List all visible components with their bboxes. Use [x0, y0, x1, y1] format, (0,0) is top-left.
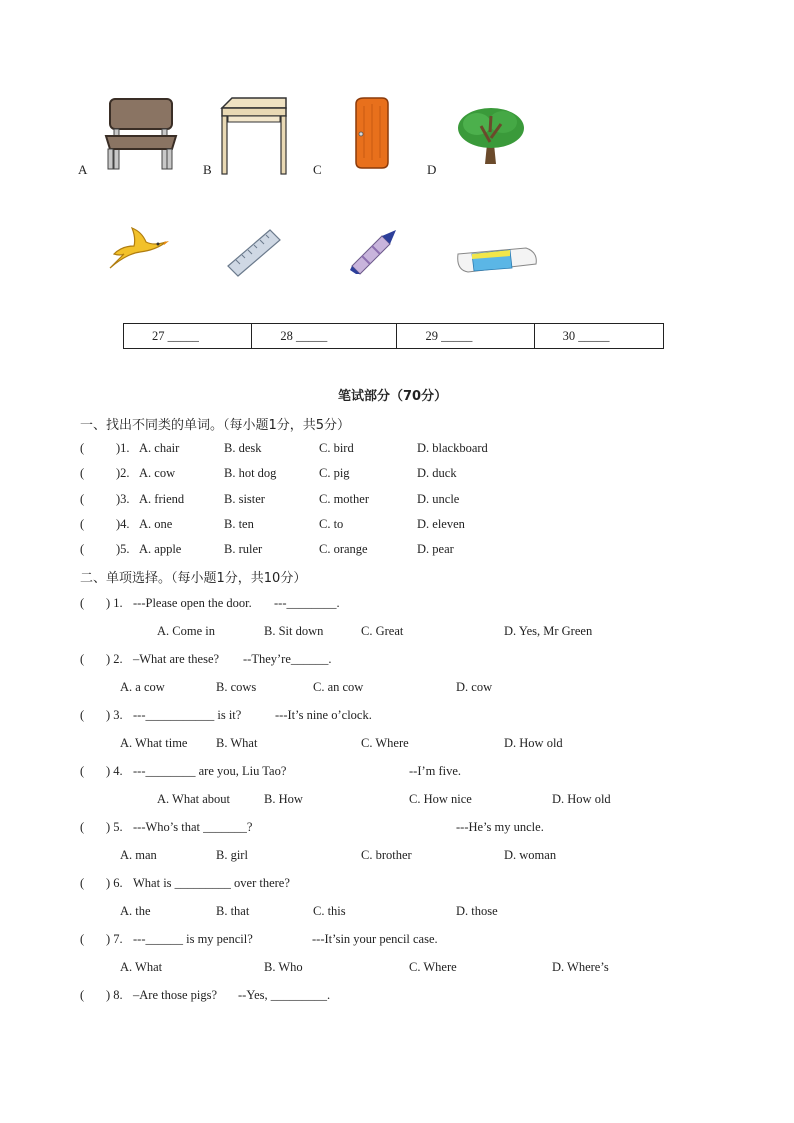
question-text: What is _________ over there? — [133, 876, 290, 890]
option-d: D. Where’s — [552, 960, 609, 974]
question-number: ) 7. — [106, 932, 123, 946]
response-text: --They’re______. — [243, 652, 332, 666]
question-text: ---Please open the door. — [133, 596, 252, 610]
option-a: A. a cow — [120, 680, 165, 694]
option-c: C. brother — [361, 848, 412, 862]
option-c: C. this — [313, 904, 346, 918]
question-text: –Are those pigs? — [133, 988, 218, 1002]
answer-bracket-open[interactable]: ( — [80, 876, 85, 890]
answer-table — [123, 323, 664, 349]
question-number: ) 6. — [106, 876, 123, 890]
option-a: A. cow — [139, 466, 176, 480]
answer-bracket-open[interactable]: ( — [80, 764, 85, 778]
option-d: D. uncle — [417, 492, 460, 506]
option-c: C. an cow — [313, 680, 364, 694]
option-b: B. How — [264, 792, 303, 806]
answer-bracket-open[interactable]: ( — [80, 596, 85, 610]
option-c: C. Great — [361, 624, 404, 638]
answer-cell-30[interactable]: 30 _____ — [534, 324, 663, 349]
option-b: B. girl — [216, 848, 248, 862]
option-b: B. Who — [264, 960, 303, 974]
option-a: A. What — [120, 960, 163, 974]
option-d: D. eleven — [417, 517, 465, 531]
answer-bracket-open[interactable]: ( — [80, 708, 85, 722]
desk-picture — [218, 96, 290, 181]
option-b: B. What — [216, 736, 258, 750]
option-b: B. that — [216, 904, 250, 918]
option-a: A. apple — [139, 542, 182, 556]
question-number: ) 5. — [106, 820, 123, 834]
response-text: --Yes, _________. — [238, 988, 331, 1002]
answer-bracket-open[interactable]: ( — [80, 652, 85, 666]
question-text: ---________ are you, Liu Tao? — [133, 764, 287, 778]
question-number: )4. — [116, 517, 130, 531]
option-a: A. the — [120, 904, 151, 918]
door-picture — [350, 96, 392, 175]
response-text: ---________. — [274, 596, 340, 610]
option-b: B. ruler — [224, 542, 263, 556]
option-label-b: B — [203, 162, 212, 177]
answer-cell-27[interactable]: 27 _____ — [124, 324, 252, 349]
question-number: ) 2. — [106, 652, 123, 666]
option-d: D. duck — [417, 466, 457, 480]
option-a: A. Come in — [157, 624, 215, 638]
option-b: B. ten — [224, 517, 254, 531]
question-number: ) 8. — [106, 988, 123, 1002]
question-number: )5. — [116, 542, 130, 556]
bird-picture — [106, 224, 170, 279]
tree-picture — [455, 102, 527, 173]
answer-bracket-open[interactable]: ( — [80, 441, 85, 455]
option-a: A. What about — [157, 792, 231, 806]
option-label-a: A — [78, 162, 88, 177]
option-d: D. How old — [504, 736, 563, 750]
option-c: C. Where — [361, 736, 409, 750]
question-number: ) 1. — [106, 596, 123, 610]
answer-bracket-open[interactable]: ( — [80, 820, 85, 834]
answer-bracket-open[interactable]: ( — [80, 932, 85, 946]
crayon-picture — [348, 226, 398, 281]
question-number: )1. — [116, 441, 130, 455]
option-c: C. bird — [319, 441, 354, 455]
answer-bracket-open[interactable]: ( — [80, 466, 85, 480]
option-d: D. pear — [417, 542, 454, 556]
option-b: B. Sit down — [264, 624, 324, 638]
response-text: ---He’s my uncle. — [456, 820, 544, 834]
question-text: –What are these? — [133, 652, 220, 666]
option-label-d: D — [427, 162, 437, 177]
response-text: --I’m five. — [409, 764, 462, 778]
option-c: C. to — [319, 517, 344, 531]
answer-bracket-open[interactable]: ( — [80, 988, 85, 1002]
question-number: ) 4. — [106, 764, 123, 778]
question-number: ) 3. — [106, 708, 123, 722]
option-d: D. cow — [456, 680, 493, 694]
option-c: C. orange — [319, 542, 368, 556]
answer-bracket-open[interactable]: ( — [80, 542, 85, 556]
question-text: ---Who’s that _______? — [133, 820, 253, 834]
option-b: B. cows — [216, 680, 257, 694]
option-c: C. How nice — [409, 792, 472, 806]
option-d: D. those — [456, 904, 498, 918]
option-b: B. desk — [224, 441, 262, 455]
question-number: )3. — [116, 492, 130, 506]
option-d: D. Yes, Mr Green — [504, 624, 593, 638]
option-a: A. chair — [139, 441, 180, 455]
question-text: ---______ is my pencil? — [133, 932, 253, 946]
section-title: 笔试部分（70分） — [338, 389, 448, 404]
option-a: A. man — [120, 848, 157, 862]
eraser-picture — [454, 242, 540, 283]
question-text: ---___________ is it? — [133, 708, 242, 722]
option-c: C. mother — [319, 492, 369, 506]
option-b: B. sister — [224, 492, 265, 506]
option-b: B. hot dog — [224, 466, 277, 480]
part1-heading: 一、找出不同类的单词。（每小题1分，共5分） — [80, 418, 351, 433]
option-c: C. Where — [409, 960, 457, 974]
response-text: ---It’s nine o’clock. — [275, 708, 372, 722]
option-d: D. blackboard — [417, 441, 488, 455]
answer-cell-29[interactable]: 29 _____ — [397, 324, 534, 349]
answer-cell-28[interactable]: 28 _____ — [252, 324, 397, 349]
option-c: C. pig — [319, 466, 350, 480]
ruler-picture — [226, 228, 282, 283]
response-text: ---It’sin your pencil case. — [312, 932, 438, 946]
answer-bracket-open[interactable]: ( — [80, 517, 85, 531]
option-d: D. woman — [504, 848, 557, 862]
option-a: A. friend — [139, 492, 185, 506]
option-label-c: C — [313, 162, 322, 177]
question-number: )2. — [116, 466, 130, 480]
option-a: A. What time — [120, 736, 188, 750]
part2-heading: 二、单项选择。（每小题1分，共10分） — [80, 571, 307, 586]
answer-bracket-open[interactable]: ( — [80, 492, 85, 506]
option-d: D. How old — [552, 792, 611, 806]
option-a: A. one — [139, 517, 173, 531]
chair-picture — [100, 94, 180, 177]
